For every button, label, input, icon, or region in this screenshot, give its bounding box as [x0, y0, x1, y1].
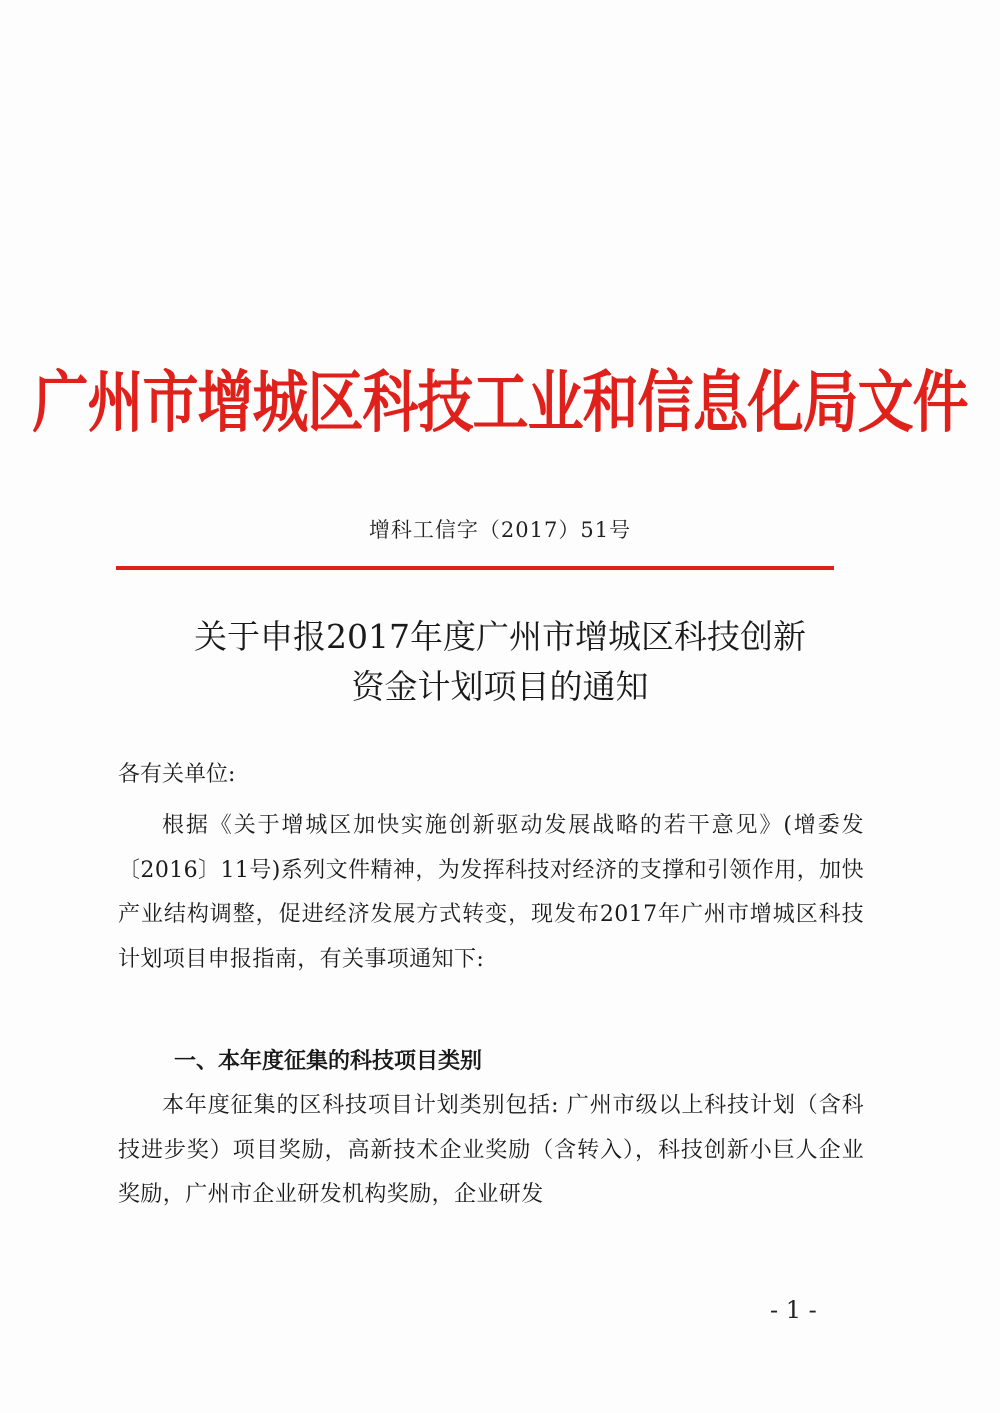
body-paragraph-2: 本年度征集的区科技项目计划类别包括: 广州市级以上科技计划（含科技进步奖）项目奖励，高新技术企业奖励（含转入），科技创新小巨人企业奖励，广州市企业研发机构奖励，企业研发	[118, 1093, 864, 1207]
letterhead-title: 广州市增城区科技工业和信息化局文件	[32, 364, 968, 443]
body-paragraph-1: 根据《关于增城区加快实施创新驱动发展战略的若干意见》(增委发〔2016〕11号)系列文件精神，为发挥科技对经济的支撑和引领作用，加快产业结构调整，促进经济发展方式转变，现发布2017年广州市增城区科技计划项目申报指南，有关事项通知下:	[118, 813, 864, 972]
salutation: 各有关单位:	[118, 762, 236, 787]
section-heading-1: 一、本年度征集的科技项目类别	[174, 1049, 483, 1074]
document-title-line-1: 关于申报2017年度广州市增城区科技创新	[194, 617, 806, 656]
red-divider-rule	[116, 566, 834, 570]
page-number: - 1 -	[770, 1296, 817, 1324]
document-number: 增科工信字（2017）51号	[368, 518, 632, 542]
document-title	[0, 612, 1000, 712]
document-title-line-2: 资金计划项目的通知	[351, 667, 649, 706]
